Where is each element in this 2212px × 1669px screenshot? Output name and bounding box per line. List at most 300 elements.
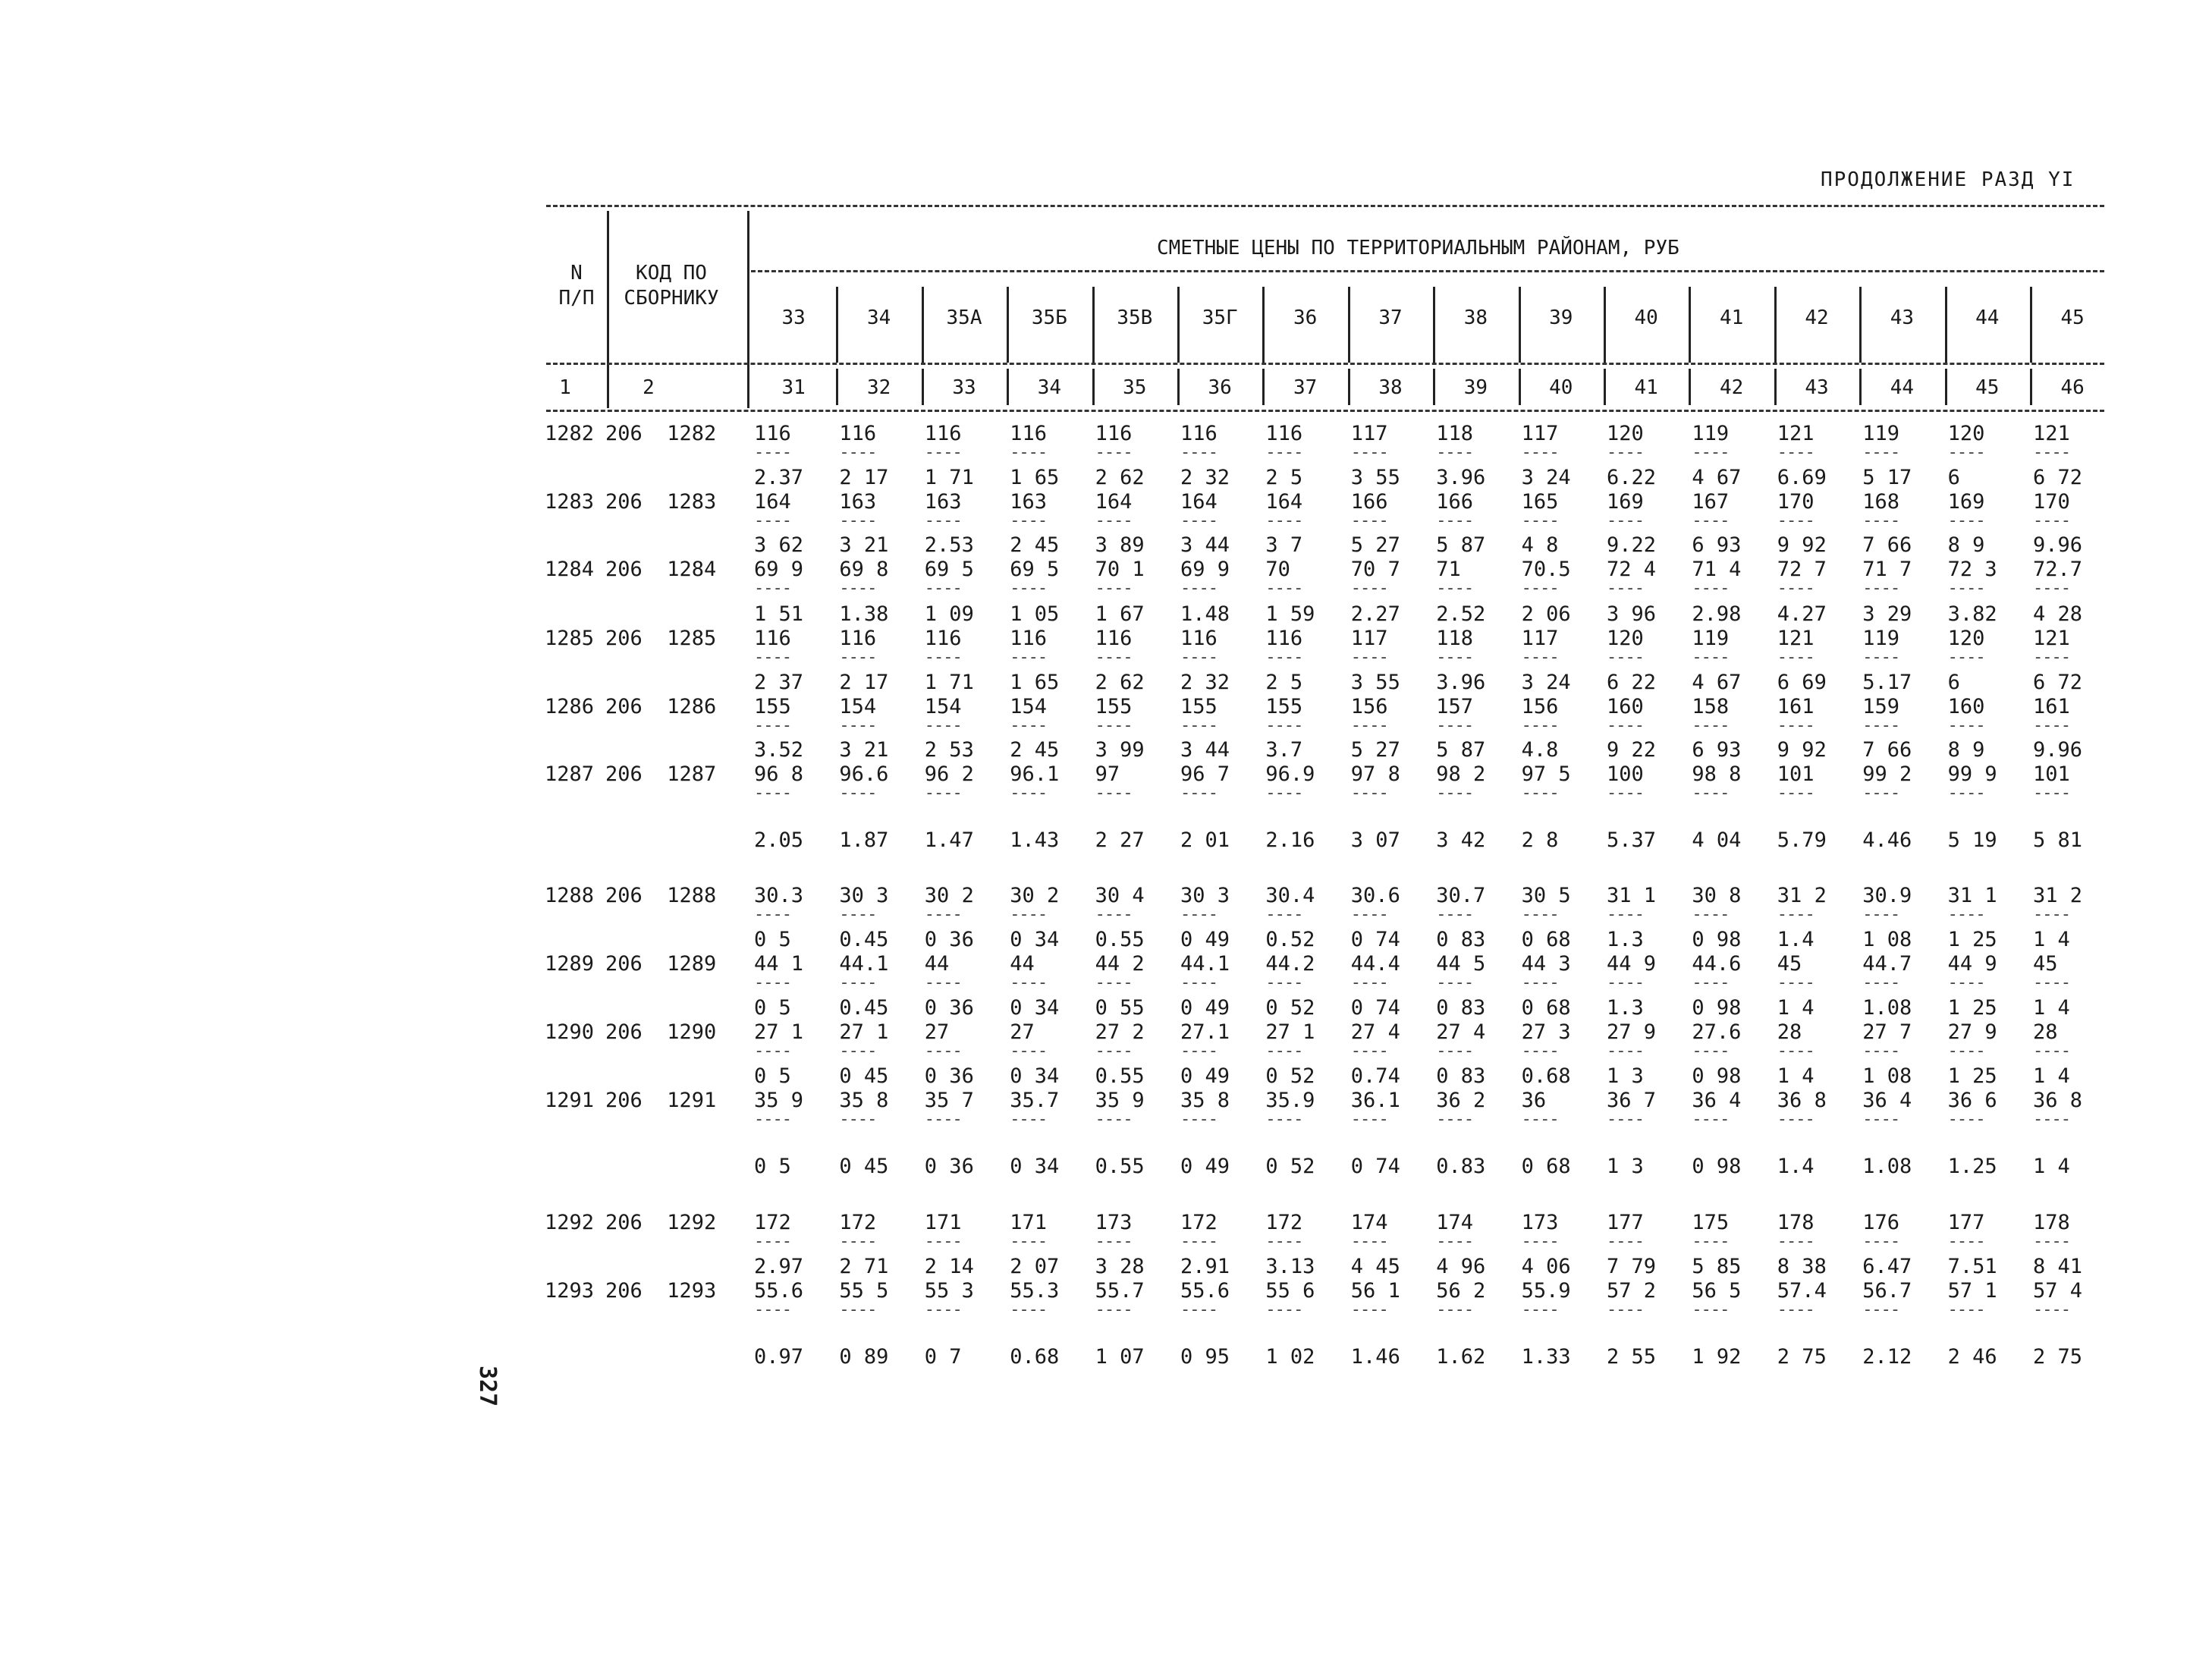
fraction-line: ---- (1265, 579, 1303, 598)
col-number-1: 1 (559, 376, 571, 399)
transport-cost-value: 9.22 (1607, 533, 1657, 557)
price-value: 172 (1180, 1211, 1218, 1234)
row-number: 1292 (545, 1211, 595, 1234)
price-value: 27 3 (1521, 1020, 1571, 1044)
transport-cost-value: 6.22 (1607, 466, 1657, 489)
fraction-line: ---- (1180, 905, 1218, 924)
fraction-line: ---- (1350, 716, 1388, 735)
price-value: 35 8 (1180, 1089, 1230, 1112)
price-value: 155 (1180, 695, 1218, 718)
transport-cost-value: 0.68 (1010, 1345, 1060, 1369)
transport-cost-value: 7 66 (1862, 738, 1912, 762)
district-header: 38 (1463, 306, 1488, 329)
district-divider (1348, 287, 1350, 363)
col-np-line2: П/П (558, 287, 595, 310)
transport-cost-value: 1 25 (1947, 928, 1997, 951)
fraction-line: ---- (754, 1232, 791, 1251)
transport-cost-value: 3 44 (1180, 533, 1230, 557)
price-value: 27 9 (1947, 1020, 1997, 1044)
price-value: 166 (1436, 490, 1473, 514)
col-code-line1: КОД ПО (636, 262, 707, 284)
column-number: 39 (1463, 376, 1488, 399)
fraction-line: ---- (1607, 579, 1644, 598)
fraction-line: ---- (2033, 973, 2070, 992)
fraction-line: ---- (1095, 511, 1133, 530)
transport-cost-value: 1 59 (1265, 602, 1315, 626)
district-header: 43 (1890, 306, 1915, 329)
transport-cost-value: 0 98 (1692, 1064, 1742, 1088)
transport-cost-value: 3 21 (839, 533, 889, 557)
fraction-line: ---- (1265, 511, 1303, 530)
fraction-line: ---- (1521, 443, 1559, 462)
column-number-divider (1348, 369, 1350, 405)
fraction-line: ---- (1521, 579, 1559, 598)
district-divider (1689, 287, 1691, 363)
transport-cost-value: 0.55 (1095, 1064, 1145, 1088)
fraction-line: ---- (1180, 1232, 1218, 1251)
price-value: 31 1 (1947, 884, 1997, 907)
fraction-line: ---- (1095, 443, 1133, 462)
fraction-line: ---- (754, 1042, 791, 1061)
price-value: 30.3 (754, 884, 804, 907)
transport-cost-value: 2.16 (1265, 828, 1315, 852)
catalog-code: 206 1286 (605, 695, 717, 718)
price-value: 28 (2033, 1020, 2058, 1044)
price-value: 71 4 (1692, 558, 1742, 581)
fraction-line: ---- (2033, 905, 2070, 924)
column-number: 41 (1634, 376, 1658, 399)
continuation-title: ПРОДОЛЖЕНИЕ РАЗД YI (1821, 168, 2075, 191)
price-value: 172 (1265, 1211, 1303, 1234)
fraction-line: ---- (2033, 784, 2070, 803)
fraction-line: ---- (1095, 579, 1133, 598)
fraction-line: ---- (1777, 1110, 1815, 1129)
fraction-line: ---- (924, 511, 962, 530)
transport-cost-value: 1.46 (1350, 1345, 1400, 1369)
transport-cost-value: 2.27 (1350, 602, 1400, 626)
transport-cost-value: 4 28 (2033, 602, 2083, 626)
fraction-line: ---- (924, 443, 962, 462)
row-number: 1283 (545, 490, 595, 514)
fraction-line: ---- (1265, 973, 1303, 992)
fraction-line: ---- (1265, 716, 1303, 735)
column-number-divider (1262, 369, 1265, 405)
transport-cost-value: 2 5 (1265, 466, 1303, 489)
transport-cost-value: 0 36 (924, 1064, 974, 1088)
transport-cost-value: 6.47 (1862, 1255, 1912, 1278)
fraction-line: ---- (1436, 511, 1474, 530)
price-value: 177 (1947, 1211, 1985, 1234)
transport-cost-value: 3 21 (839, 738, 889, 762)
header-bottom-rule (546, 410, 2104, 412)
transport-cost-value: 1.43 (1010, 828, 1060, 852)
transport-cost-value: 1 4 (1777, 1064, 1815, 1088)
price-value: 30 5 (1521, 884, 1571, 907)
price-value: 57 4 (2033, 1279, 2083, 1303)
transport-cost-value: 3 24 (1521, 671, 1571, 694)
price-value: 27 (1010, 1020, 1035, 1044)
transport-cost-value: 1 3 (1607, 1155, 1644, 1178)
transport-cost-value: 0.55 (1095, 1155, 1145, 1178)
district-divider (2030, 287, 2032, 363)
transport-cost-value: 3.13 (1265, 1255, 1315, 1278)
price-value: 99 9 (1947, 762, 1997, 786)
transport-cost-value: 0 98 (1692, 996, 1742, 1020)
fraction-line: ---- (1607, 1110, 1644, 1129)
transport-cost-value: 0.97 (754, 1345, 804, 1369)
transport-cost-value: 3 55 (1350, 671, 1400, 694)
price-value: 96.9 (1265, 762, 1315, 786)
row-number: 1286 (545, 695, 595, 718)
fraction-line: ---- (1947, 511, 1985, 530)
price-value: 27 2 (1095, 1020, 1145, 1044)
transport-cost-value: 2 27 (1095, 828, 1145, 852)
transport-cost-value: 3 55 (1350, 466, 1400, 489)
fraction-line: ---- (839, 973, 877, 992)
price-value: 55.3 (1010, 1279, 1060, 1303)
transport-cost-value: 1 71 (924, 671, 974, 694)
price-value: 71 (1436, 558, 1461, 581)
transport-cost-value: 2.05 (754, 828, 804, 852)
price-value: 55.7 (1095, 1279, 1145, 1303)
transport-cost-value: 2 45 (1010, 533, 1060, 557)
fraction-line: ---- (2033, 579, 2070, 598)
column-number-divider (1945, 369, 1947, 405)
district-divider (1433, 287, 1435, 363)
catalog-code: 206 1289 (605, 952, 717, 976)
fraction-line: ---- (1265, 648, 1303, 667)
fraction-line: ---- (1947, 579, 1985, 598)
price-value: 119 (1692, 627, 1730, 650)
transport-cost-value: 5 27 (1350, 533, 1400, 557)
district-header: 42 (1805, 306, 1829, 329)
transport-cost-value: 1 3 (1607, 1064, 1644, 1088)
fraction-line: ---- (839, 1232, 877, 1251)
transport-cost-value: 5 85 (1692, 1255, 1742, 1278)
price-value: 157 (1436, 695, 1473, 718)
page-number: 327 (474, 1366, 501, 1407)
price-value: 30 4 (1095, 884, 1145, 907)
transport-cost-value: 8 9 (1947, 738, 1985, 762)
transport-cost-value: 1 4 (2033, 1155, 2070, 1178)
fraction-line: ---- (1095, 1300, 1133, 1319)
transport-cost-value: 3 07 (1350, 828, 1400, 852)
price-value: 96 8 (754, 762, 804, 786)
price-value: 154 (924, 695, 962, 718)
fraction-line: ---- (839, 579, 877, 598)
fraction-line: ---- (1692, 973, 1730, 992)
price-value: 45 (2033, 952, 2058, 976)
fraction-line: ---- (1692, 579, 1730, 598)
price-value: 36 6 (1947, 1089, 1997, 1112)
transport-cost-value: 0.74 (1350, 1064, 1400, 1088)
transport-cost-value: 4 67 (1692, 671, 1742, 694)
transport-cost-value: 5 27 (1350, 738, 1400, 762)
price-value: 72 3 (1947, 558, 1997, 581)
transport-cost-value: 2 75 (1777, 1345, 1827, 1369)
fraction-line: ---- (754, 511, 791, 530)
fraction-line: ---- (1095, 648, 1133, 667)
price-value: 116 (1010, 627, 1047, 650)
fraction-line: ---- (924, 1300, 962, 1319)
district-divider (1604, 287, 1606, 363)
catalog-code: 206 1290 (605, 1020, 717, 1044)
transport-cost-value: 0 49 (1180, 1155, 1230, 1178)
price-value: 160 (1607, 695, 1644, 718)
transport-cost-value: 0 5 (754, 928, 791, 951)
transport-cost-value: 0 98 (1692, 928, 1742, 951)
price-value: 165 (1521, 490, 1559, 514)
district-header: 35В (1117, 306, 1153, 329)
transport-cost-value: 1.38 (839, 602, 889, 626)
transport-cost-value: 3 7 (1265, 533, 1303, 557)
fraction-line: ---- (1436, 1300, 1474, 1319)
transport-cost-value: 6 22 (1607, 671, 1657, 694)
column-number: 45 (1975, 376, 2000, 399)
fraction-line: ---- (1265, 1232, 1303, 1251)
transport-cost-value: 0 98 (1692, 1155, 1742, 1178)
district-header: 34 (866, 306, 891, 329)
price-value: 35.7 (1010, 1089, 1060, 1112)
price-value: 156 (1350, 695, 1388, 718)
transport-cost-value: 2 07 (1010, 1255, 1060, 1278)
price-value: 45 (1777, 952, 1802, 976)
fraction-line: ---- (1095, 716, 1133, 735)
fraction-line: ---- (1692, 1232, 1730, 1251)
price-value: 35 7 (924, 1089, 974, 1112)
column-number-divider (1092, 369, 1095, 405)
transport-cost-value: 3 29 (1862, 602, 1912, 626)
fraction-line: ---- (1180, 579, 1218, 598)
price-value: 172 (839, 1211, 877, 1234)
transport-cost-value: 0 89 (839, 1345, 889, 1369)
price-value: 70 7 (1350, 558, 1400, 581)
fraction-line: ---- (1947, 905, 1985, 924)
column-number: 35 (1123, 376, 1147, 399)
fraction-line: ---- (1862, 648, 1900, 667)
transport-cost-value: 0 83 (1436, 1064, 1486, 1088)
price-value: 116 (1265, 627, 1303, 650)
column-number-divider (1519, 369, 1521, 405)
transport-cost-value: 1.4 (1777, 1155, 1815, 1178)
group-title: СМЕТНЫЕ ЦЕНЫ ПО ТЕРРИТОРИАЛЬНЫМ РАЙОНАМ, РУБ (1157, 237, 1679, 259)
price-value: 171 (924, 1211, 962, 1234)
fraction-line: ---- (1010, 443, 1048, 462)
price-value: 44 3 (1521, 952, 1571, 976)
transport-cost-value: 2.12 (1862, 1345, 1912, 1369)
district-header: 45 (2060, 306, 2085, 329)
fraction-line: ---- (1521, 648, 1559, 667)
transport-cost-value: 9.96 (2033, 533, 2083, 557)
price-value: 174 (1350, 1211, 1388, 1234)
transport-cost-value: 2.52 (1436, 602, 1486, 626)
fraction-line: ---- (1692, 716, 1730, 735)
header-divider (747, 211, 749, 408)
column-number: 36 (1208, 376, 1232, 399)
fraction-line: ---- (1947, 1232, 1985, 1251)
price-value: 163 (1010, 490, 1047, 514)
fraction-line: ---- (839, 443, 877, 462)
price-value: 44 2 (1095, 952, 1145, 976)
district-header: 35Б (1031, 306, 1067, 329)
price-value: 44 9 (1947, 952, 1997, 976)
fraction-line: ---- (839, 511, 877, 530)
district-header: 44 (1975, 306, 2000, 329)
transport-cost-value: 9 92 (1777, 738, 1827, 762)
transport-cost-value: 1.3 (1607, 996, 1644, 1020)
transport-cost-value: 3 44 (1180, 738, 1230, 762)
transport-cost-value: 3 28 (1095, 1255, 1145, 1278)
fraction-line: ---- (1607, 905, 1644, 924)
row-number: 1285 (545, 627, 595, 650)
fraction-line: ---- (839, 648, 877, 667)
transport-cost-value: 7 79 (1607, 1255, 1657, 1278)
price-value: 169 (1947, 490, 1985, 514)
fraction-line: ---- (1436, 1110, 1474, 1129)
fraction-line: ---- (1777, 1232, 1815, 1251)
transport-cost-value: 0 68 (1521, 928, 1571, 951)
fraction-line: ---- (1607, 784, 1644, 803)
price-value: 36 2 (1436, 1089, 1486, 1112)
price-value: 36 (1521, 1089, 1547, 1112)
fraction-line: ---- (924, 905, 962, 924)
fraction-line: ---- (754, 905, 791, 924)
price-value: 171 (1010, 1211, 1047, 1234)
district-header: 37 (1378, 306, 1403, 329)
price-value: 163 (924, 490, 962, 514)
transport-cost-value: 2.98 (1692, 602, 1742, 626)
fraction-line: ---- (1521, 511, 1559, 530)
price-value: 55.9 (1521, 1279, 1571, 1303)
price-value: 44.2 (1265, 952, 1315, 976)
transport-cost-value: 0 49 (1180, 928, 1230, 951)
district-divider (1092, 287, 1095, 363)
transport-cost-value: 2.97 (754, 1255, 804, 1278)
fraction-line: ---- (2033, 443, 2070, 462)
transport-cost-value: 0 36 (924, 928, 974, 951)
price-value: 159 (1862, 695, 1899, 718)
column-number-divider (922, 369, 924, 405)
fraction-line: ---- (1010, 1042, 1048, 1061)
price-value: 72 7 (1777, 558, 1827, 581)
price-value: 35 9 (754, 1089, 804, 1112)
price-value: 116 (1010, 422, 1047, 445)
price-value: 120 (1607, 422, 1644, 445)
transport-cost-value: 4.46 (1862, 828, 1912, 852)
fraction-line: ---- (1265, 1300, 1303, 1319)
catalog-code: 206 1293 (605, 1279, 717, 1303)
transport-cost-value: 0 45 (839, 1064, 889, 1088)
transport-cost-value: 0 83 (1436, 996, 1486, 1020)
price-value: 96.1 (1010, 762, 1060, 786)
transport-cost-value: 6 93 (1692, 738, 1742, 762)
price-value: 27 1 (1265, 1020, 1315, 1044)
column-number: 42 (1719, 376, 1744, 399)
fraction-line: ---- (1607, 1042, 1644, 1061)
fraction-line: ---- (924, 1042, 962, 1061)
transport-cost-value: 5 87 (1436, 533, 1486, 557)
column-number: 38 (1378, 376, 1403, 399)
fraction-line: ---- (754, 1110, 791, 1129)
transport-cost-value: 6.69 (1777, 466, 1827, 489)
price-value: 35.9 (1265, 1089, 1315, 1112)
price-value: 174 (1436, 1211, 1473, 1234)
row-number: 1284 (545, 558, 595, 581)
transport-cost-value: 0 5 (754, 1064, 791, 1088)
price-value: 167 (1692, 490, 1730, 514)
column-number: 32 (866, 376, 891, 399)
transport-cost-value: 0 34 (1010, 1155, 1060, 1178)
column-number: 46 (2060, 376, 2085, 399)
fraction-line: ---- (1777, 716, 1815, 735)
transport-cost-value: 3.7 (1265, 738, 1303, 762)
transport-cost-value: 0 36 (924, 996, 974, 1020)
fraction-line: ---- (1947, 716, 1985, 735)
fraction-line: ---- (1692, 1042, 1730, 1061)
transport-cost-value: 2 01 (1180, 828, 1230, 852)
price-value: 96.6 (839, 762, 889, 786)
price-value: 36 4 (1862, 1089, 1912, 1112)
transport-cost-value: 4 8 (1521, 533, 1559, 557)
row-number: 1290 (545, 1020, 595, 1044)
fraction-line: ---- (924, 973, 962, 992)
fraction-line: ---- (1862, 511, 1900, 530)
price-value: 70 1 (1095, 558, 1145, 581)
price-value: 36 8 (2033, 1089, 2083, 1112)
price-value: 70.5 (1521, 558, 1571, 581)
price-value: 55.6 (754, 1279, 804, 1303)
transport-cost-value: 1 25 (1947, 996, 1997, 1020)
price-value: 70 (1265, 558, 1290, 581)
district-divider (1519, 287, 1521, 363)
price-value: 97 5 (1521, 762, 1571, 786)
price-value: 72.7 (2033, 558, 2083, 581)
district-header: 41 (1719, 306, 1744, 329)
price-value: 44 (924, 952, 950, 976)
price-value: 120 (1947, 422, 1985, 445)
fraction-line: ---- (1862, 784, 1900, 803)
transport-cost-value: 1.48 (1180, 602, 1230, 626)
price-value: 72 4 (1607, 558, 1657, 581)
price-value: 158 (1692, 695, 1730, 718)
fraction-line: ---- (1692, 784, 1730, 803)
price-value: 98 2 (1436, 762, 1486, 786)
price-value: 30 2 (1010, 884, 1060, 907)
district-divider (1007, 287, 1009, 363)
price-value: 117 (1521, 627, 1559, 650)
transport-cost-value: 8 9 (1947, 533, 1985, 557)
transport-cost-value: 6 (1947, 671, 1960, 694)
fraction-line: ---- (1947, 784, 1985, 803)
transport-cost-value: 3.96 (1436, 671, 1486, 694)
fraction-line: ---- (1436, 443, 1474, 462)
transport-cost-value: 1 4 (1777, 996, 1815, 1020)
price-value: 55 5 (839, 1279, 889, 1303)
row-number: 1282 (545, 422, 595, 445)
header-divider (607, 211, 609, 408)
fraction-line: ---- (1095, 905, 1133, 924)
transport-cost-value: 1.33 (1521, 1345, 1571, 1369)
fraction-line: ---- (1862, 1232, 1900, 1251)
transport-cost-value: 0 36 (924, 1155, 974, 1178)
price-value: 116 (924, 422, 962, 445)
price-value: 116 (1265, 422, 1303, 445)
transport-cost-value: 3.82 (1947, 602, 1997, 626)
price-value: 56 2 (1436, 1279, 1486, 1303)
fraction-line: ---- (1777, 443, 1815, 462)
price-value: 27 (924, 1020, 950, 1044)
price-value: 44 5 (1436, 952, 1486, 976)
